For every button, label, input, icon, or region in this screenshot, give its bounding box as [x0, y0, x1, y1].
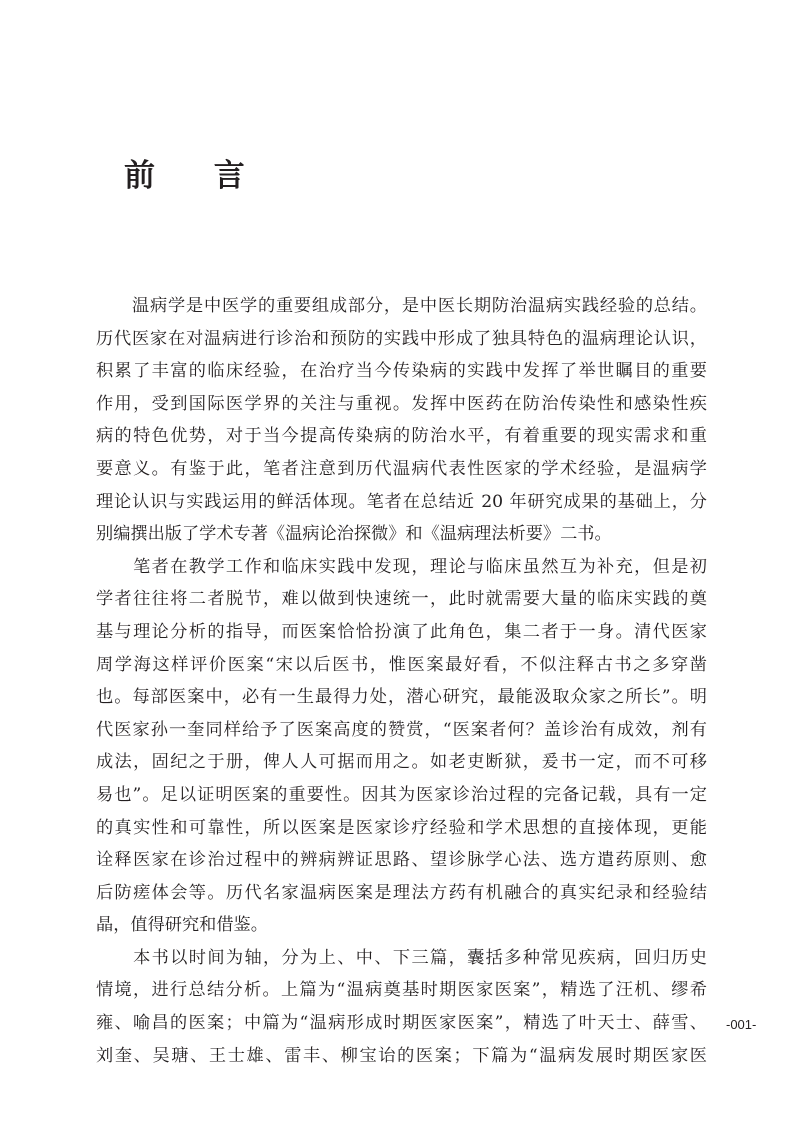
text-line: 诠释医家在诊治过程中的辨病辨证思路、望诊脉学心法、选方遣药原则、愈 — [96, 850, 707, 871]
text-line: 作用，受到国际医学界的关注与重视。发挥中医药在防治传染性和感染性疾 — [96, 393, 707, 414]
text-line: 的真实性和可靠性，所以医案是医家诊疗经验和学术思想的直接体现，更能 — [96, 817, 707, 838]
paragraph — [96, 551, 707, 942]
text-line: 别编撰出版了学术专著《温病论治探微》和《温病理法析要》二书。 — [96, 524, 612, 545]
text-line: 笔者在教学工作和临床实践中发现，理论与临床虽然互为补充，但是初 — [96, 556, 707, 577]
paragraph — [96, 942, 707, 1072]
text-line: 情境，进行总结分析。上篇为“温病奠基时期医家医案”，精选了汪机、缪希 — [96, 980, 707, 1001]
page-title: 前 言 — [124, 158, 269, 194]
text-line: 历代医家在对温病进行诊治和预防的实践中形成了独具特色的温病理论认识， — [96, 328, 707, 349]
text-line: 晶，值得研究和借鉴。 — [96, 915, 268, 936]
text-line: 要意义。有鉴于此，笔者注意到历代温病代表性医家的学术经验，是温病学 — [96, 458, 707, 479]
document-body — [96, 290, 707, 1072]
paragraph — [96, 290, 707, 551]
text-line: 雍、喻昌的医案；中篇为“温病形成时期医家医案”，精选了叶天士、薛雪、 — [96, 1013, 707, 1034]
text-line: 病的特色优势，对于当今提高传染病的防治水平，有着重要的现实需求和重 — [96, 426, 707, 447]
text-line: 后防瘥体会等。历代名家温病医案是理法方药有机融合的真实纪录和经验结 — [96, 882, 707, 903]
text-line: 理论认识与实践运用的鲜活体现。笔者在总结近 20 年研究成果的基础上，分 — [96, 491, 707, 512]
text-line: 易也”。足以证明医案的重要性。因其为医家诊治过程的完备记载，具有一定 — [96, 784, 707, 805]
text-line: 学者往往将二者脱节，难以做到快速统一，此时就需要大量的临床实践的奠 — [96, 589, 707, 610]
text-line: 周学海这样评价医案“宋以后医书，惟医案最好看，不似注释古书之多穿凿 — [96, 654, 707, 675]
text-line: 代医家孙一奎同样给予了医案高度的赞赏，“医案者何？盖诊治有成效，剂有 — [96, 719, 707, 740]
text-line: 刘奎、吴瑭、王士雄、雷丰、柳宝诒的医案；下篇为“温病发展时期医家医 — [96, 1045, 707, 1066]
text-line: 基与理论分析的指导，而医案恰恰扮演了此角色，集二者于一身。清代医家 — [96, 621, 707, 642]
text-line: 积累了丰富的临床经验，在治疗当今传染病的实践中发挥了举世瞩目的重要 — [96, 361, 707, 382]
text-line: 成法，固纪之于册，俾人人可据而用之。如老吏断狱，爰书一定，而不可移 — [96, 752, 707, 773]
page-number: -001- — [726, 1017, 757, 1032]
text-line: 本书以时间为轴，分为上、中、下三篇，囊括多种常见疾病，回归历史 — [96, 947, 707, 968]
text-line: 也。每部医案中，必有一生最得力处，潜心研究，最能汲取众家之所长”。明 — [96, 687, 707, 708]
text-line: 温病学是中医学的重要组成部分，是中医长期防治温病实践经验的总结。 — [96, 296, 707, 316]
